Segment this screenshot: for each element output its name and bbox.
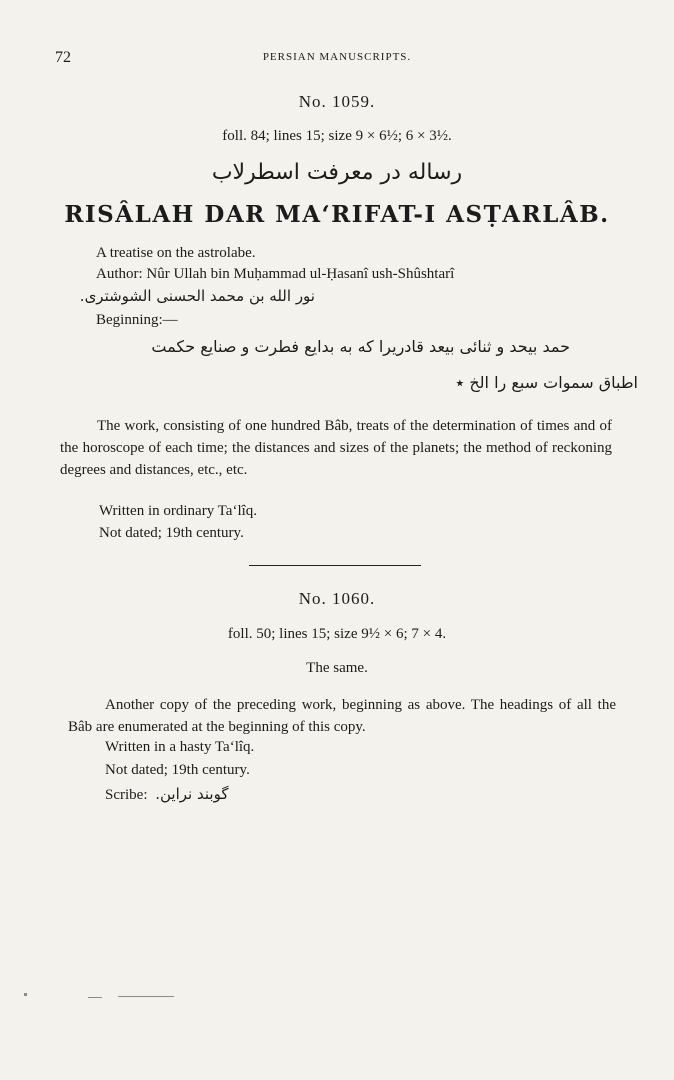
entry-1060-paragraph bbox=[68, 694, 616, 738]
entry-1060-scribe-name: گوبند نراين. bbox=[155, 785, 229, 803]
entry-1059-beginning-line2: اطباق سموات سبع را الخ ٭ bbox=[455, 373, 638, 392]
entry-1060-same: The same. bbox=[306, 660, 368, 676]
entry-1060-paragraph-text: Another copy of the preceding work, beginning as above. The headings of all the Bâb are enumerated at the beginning of this copy. bbox=[68, 697, 616, 735]
entry-number-1059: No. 1059. bbox=[298, 92, 376, 111]
entry-1059-title: RISÂLAH DAR MA‘RIFAT-I ASṬARLÂB. bbox=[64, 201, 610, 228]
entry-1059-foll: foll. 84; lines 15; size 9 × 6½; 6 × 3½. bbox=[222, 128, 452, 144]
entry-1059-beginning-label: Beginning:— bbox=[96, 312, 178, 328]
entry-1059-description: A treatise on the astrolabe. bbox=[96, 245, 256, 261]
entry-1059-beginning-line1: حمد بيحد و ثنائى بيعد قادريرا كه به بدايع فطرت و صنايع حكمت bbox=[151, 337, 570, 356]
entry-1059-dated: Not dated; 19th century. bbox=[99, 525, 244, 541]
entry-1060-written: Written in a hasty Ta‘lîq. bbox=[105, 739, 255, 755]
entry-1059-paragraph-text: The work, consisting of one hundred Bâb, treats of the determination of times and of the horoscope of each time; the distances and sizes of the planets; the method of reckoning degrees and distances, etc., etc. bbox=[60, 418, 612, 478]
entry-1060-scribe-label: Scribe: bbox=[105, 787, 148, 803]
scan-dot bbox=[24, 993, 27, 996]
section-divider bbox=[249, 565, 421, 566]
entry-1060-foll: foll. 50; lines 15; size 9½ × 6; 7 × 4. bbox=[227, 626, 447, 642]
scan-mark-right bbox=[118, 996, 174, 997]
entry-1059-written: Written in ordinary Ta‘lîq. bbox=[99, 503, 258, 519]
scan-mark-left bbox=[88, 997, 102, 998]
entry-1059-author: Author: Nûr Ullah bin Muḥammad ul-Ḥasanî ush-Shûshtarî bbox=[96, 266, 455, 282]
entry-number-1060: No. 1060. bbox=[298, 589, 376, 608]
running-title: PERSIAN MANUSCRIPTS. bbox=[262, 51, 412, 63]
page-number: 72 bbox=[55, 49, 71, 66]
entry-1059-persian-title: رساله در معرفت اسطرلاب bbox=[211, 160, 463, 185]
entry-1060-scribe bbox=[105, 785, 228, 804]
entry-1060-dated: Not dated; 19th century. bbox=[105, 762, 250, 778]
entry-1059-author-persian: نور الله بن محمد الحسنى الشوشترى. bbox=[79, 287, 315, 305]
entry-1059-paragraph bbox=[60, 415, 612, 481]
